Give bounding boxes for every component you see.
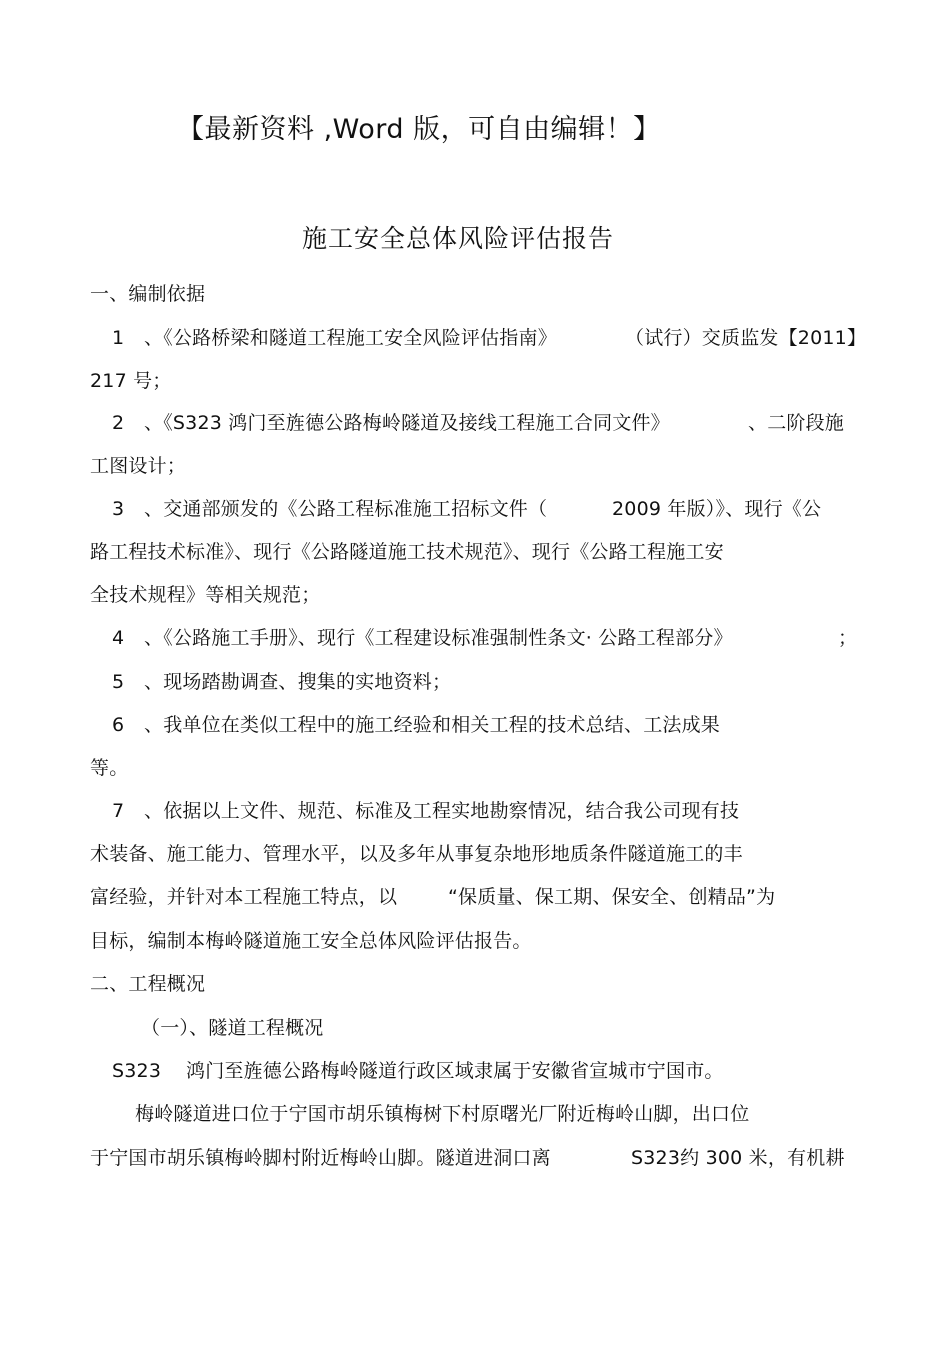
item-text-continued: 217 号； <box>90 370 172 392</box>
paragraph-text: S323约 300 米，有机耕 <box>631 1147 845 1169</box>
item-text-continued: 全技术规程》等相关规范； <box>90 584 321 606</box>
item-text-continued: 路工程技术标准》、现行《公路隧道施工技术规范》、现行《公路工程施工安 <box>90 541 724 563</box>
list-item <box>112 325 872 351</box>
paragraph-line: 梅岭隧道进口位于宁国市胡乐镇梅树下村原曙光厂附近梅岭山脚，出口位 <box>135 1103 750 1125</box>
paragraph-line <box>90 1145 870 1171</box>
item-text: 2009 年版）》、现行《公 <box>612 498 822 520</box>
item-text-continued: 目标，编制本梅岭隧道施工安全总体风险评估报告。 <box>90 930 532 952</box>
item-text-continued <box>90 884 850 910</box>
list-item <box>112 410 872 436</box>
list-item <box>112 798 872 824</box>
item-text: 、《公路施工手册》、现行《工程建设标准强制性条文· 公路工程部分》 <box>144 627 733 649</box>
document-title: 施工安全总体风险评估报告 <box>302 224 615 253</box>
item-text: 、现场踏勘调查、搜集的实地资料； <box>144 671 452 693</box>
section-heading: 二、工程概况 <box>90 973 206 995</box>
list-item <box>112 669 872 695</box>
item-text: 、《S323 鸿门至旌德公路梅岭隧道及接线工程施工合同文件》 <box>144 412 670 434</box>
list-item <box>112 496 872 522</box>
banner-text: 【最新资料 ,Word 版，可自由编辑！】 <box>177 114 661 145</box>
list-item <box>112 625 872 651</box>
item-number: 1 <box>112 327 125 349</box>
road-code: S323 <box>112 1060 162 1082</box>
paragraph-text: 于宁国市胡乐镇梅岭脚村附近梅岭山脚。隧道进洞口离 <box>90 1147 551 1169</box>
item-number: 5 <box>112 671 125 693</box>
item-number: 4 <box>112 627 125 649</box>
item-number: 6 <box>112 714 125 736</box>
item-text: （试行）交质监发【2011】 <box>625 327 867 349</box>
item-text: 、交通部颁发的《公路工程标准施工招标文件（ <box>144 498 548 520</box>
list-item <box>112 712 872 738</box>
item-text: 、依据以上文件、规范、标准及工程实地勘察情况，结合我公司现有技 <box>144 800 740 822</box>
item-text: 、我单位在类似工程中的施工经验和相关工程的技术总结、工法成果 <box>144 714 721 736</box>
item-text: 富经验，并针对本工程施工特点，以 <box>90 886 398 908</box>
item-text-continued: 等。 <box>90 757 129 779</box>
item-text: 、《公路桥梁和隧道工程施工安全风险评估指南》 <box>144 327 557 349</box>
item-number: 3 <box>112 498 125 520</box>
section-heading: 一、编制依据 <box>90 283 206 305</box>
paragraph-line <box>112 1058 872 1084</box>
item-text: ； <box>838 627 858 649</box>
item-text: 、二阶段施 <box>748 412 845 434</box>
item-text: “保质量、保工期、保安全、创精品”为 <box>448 886 776 908</box>
item-number: 2 <box>112 412 125 434</box>
item-number: 7 <box>112 800 125 822</box>
subsection-heading: （一）、隧道工程概况 <box>141 1017 324 1039</box>
item-text-continued: 工图设计； <box>90 455 187 477</box>
item-text-continued: 术装备、施工能力、管理水平，以及多年从事复杂地形地质条件隧道施工的丰 <box>90 843 743 865</box>
paragraph-text: 鸿门至旌德公路梅岭隧道行政区域隶属于安徽省宣城市宁国市。 <box>186 1060 724 1082</box>
